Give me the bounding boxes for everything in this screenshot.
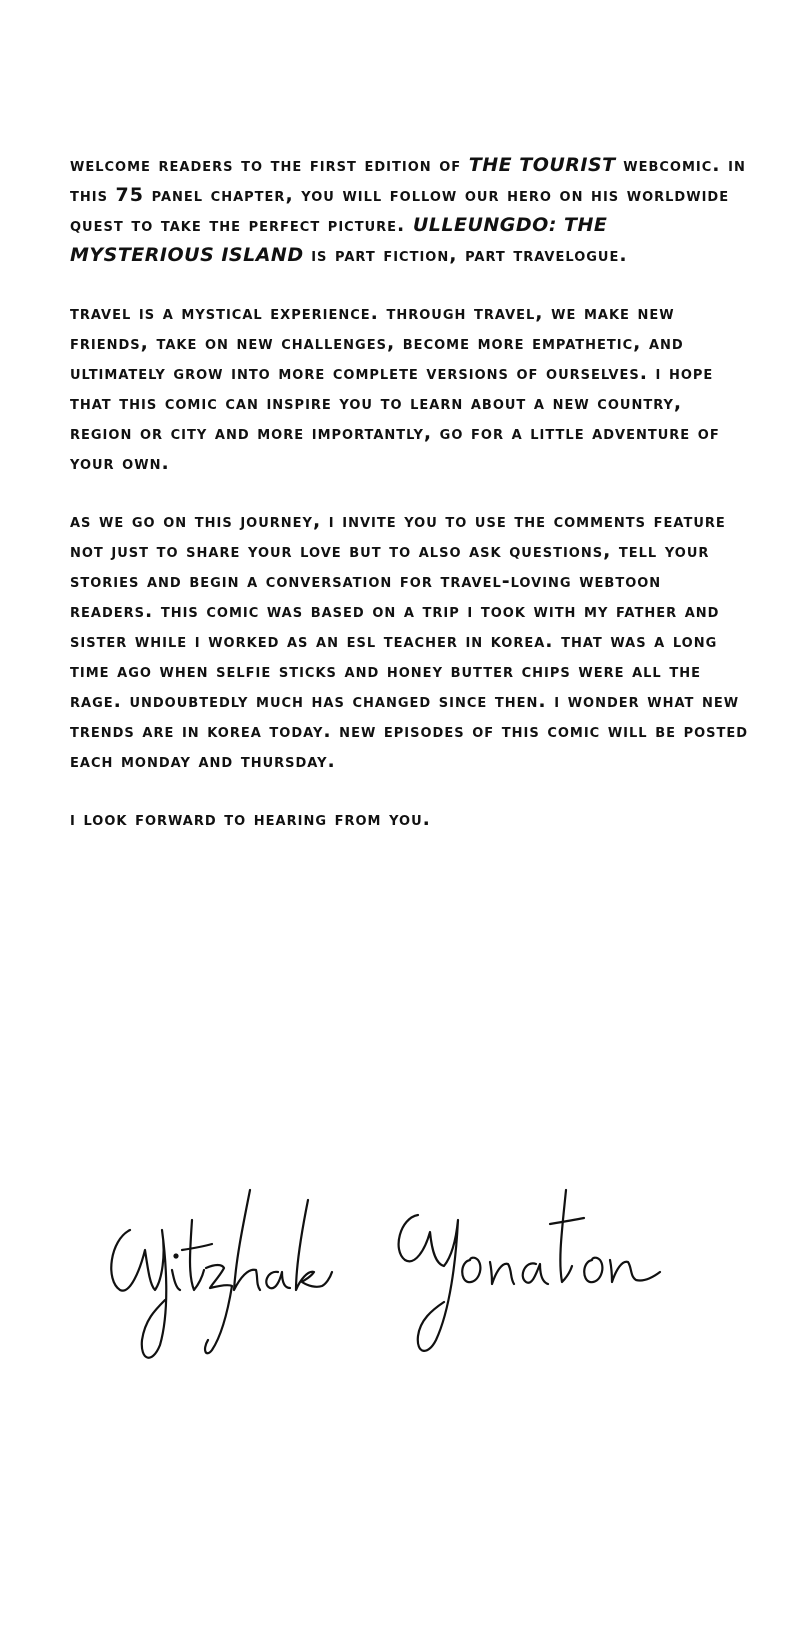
intro-text-2: webcomic. in this 75 panel chapter, you will follow our hero on his worldwide quest to take the perfect picture.: [70, 154, 746, 236]
paragraph-intro: [70, 150, 750, 270]
paragraph-travel: travel is a mystical experience. through travel, we make new friends, take on new challenges, become more empathetic, and ultimately grow into more complete versions of ourselves. i hope that this comic can inspire you to learn about a new country, region or city and more importantly, go for a little adventure of your own.: [70, 302, 720, 474]
intro-text-3: is part fiction, part travelogue.: [303, 244, 628, 266]
signature-image: [100, 1160, 680, 1380]
letter-body: [70, 150, 750, 862]
chapter-title: ULLEUNGDO: THE MYSTERIOUS ISLAND: [70, 214, 608, 266]
handwritten-signature: [100, 1160, 680, 1380]
intro-text-1: welcome readers to the first edition of: [70, 154, 469, 176]
paragraph-closing: i look forward to hearing from you.: [70, 808, 431, 830]
comic-title: THE TOURIST: [468, 154, 616, 176]
paragraph-journey: as we go on this journey, i invite you to use the comments feature not just to share your love but to also ask questions, tell your stories and begin a conversation for travel-loving webtoon readers. this comic was based on a trip i took with my father and sister while i worked as an esl teacher in korea. that was a long time ago when selfie sticks and honey butter chips were all the rage. undoubtedly much has changed since then. i wonder what new trends are in korea today. new episodes of this comic will be posted each monday and thursday.: [70, 510, 749, 772]
